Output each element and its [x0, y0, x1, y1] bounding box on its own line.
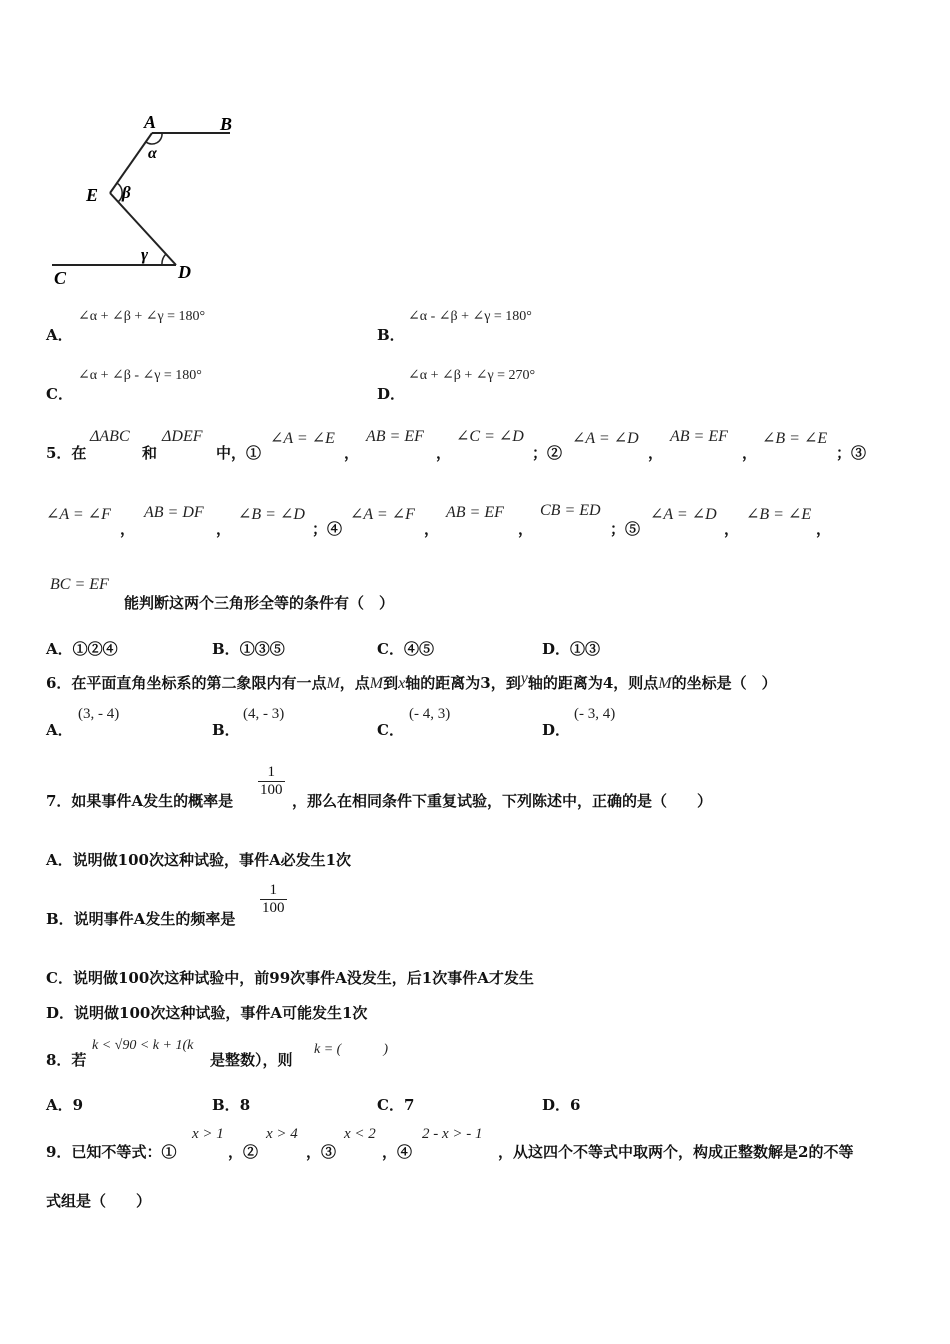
q5-comma: ，: [648, 444, 664, 462]
q5-c4-2: AB = EF: [446, 504, 504, 521]
q5-c4-1: ∠A = ∠F: [350, 506, 415, 523]
q5-c5-2: ∠B = ∠E: [746, 506, 812, 523]
q5-option-b[interactable]: B．①③⑤: [212, 640, 285, 658]
q9-ineq-4: 2 - x > - 1: [422, 1126, 483, 1142]
q5-c3-2: AB = DF: [144, 504, 204, 521]
q4-option-d[interactable]: D．: [377, 385, 406, 403]
q5-c5-3: BC = EF: [50, 576, 109, 593]
label-gamma: γ: [141, 245, 149, 264]
q9-ineq-3: x < 2: [344, 1126, 376, 1142]
q5-c1-3: ∠C = ∠D: [456, 428, 524, 445]
q5-and: 和: [142, 444, 158, 462]
q9-ineq-1: x > 1: [192, 1126, 224, 1142]
q8-expr2: k = ( ): [314, 1042, 388, 1057]
geometry-figure: [40, 108, 250, 288]
q8-expr: k < √90 < k + 1(k: [92, 1038, 194, 1053]
q5-comma: ，: [742, 444, 758, 462]
q5-comma: ，: [816, 520, 832, 538]
q5-c1-1: ∠A = ∠E: [270, 430, 335, 447]
q5-c5-1: ∠A = ∠D: [650, 506, 717, 523]
q7-stem-1: 7．如果事件A发生的概率是: [46, 792, 234, 810]
q5-tri2: ΔDEF: [162, 428, 203, 445]
q5-option-a[interactable]: A．①②④: [46, 640, 118, 658]
q6-option-d-val: (- 3, 4): [574, 706, 616, 722]
q5-c1-2: AB = EF: [366, 428, 424, 445]
line-ae: [110, 133, 152, 193]
q8-option-d[interactable]: D．6: [542, 1096, 581, 1114]
q7-option-b-fraction: $\frac{1}{100}$: [262, 882, 285, 916]
q9-sep-2: ，②: [228, 1143, 259, 1161]
q5-c3-1: ∠A = ∠F: [46, 506, 111, 523]
q6-option-b[interactable]: B．: [212, 721, 240, 739]
q5-option-c[interactable]: C．④⑤: [377, 640, 434, 658]
q5-c3-3: ∠B = ∠D: [238, 506, 305, 523]
q5-comma: ，: [344, 444, 360, 462]
q4-option-a-expr: ∠α + ∠β + ∠γ = 180°: [78, 309, 206, 324]
q7-stem-2: ，那么在相同条件下重复试验，下列陈述中，正确的是（ ）: [292, 792, 713, 810]
q5-comma: ，: [724, 520, 740, 538]
label-d: D: [178, 262, 191, 282]
q5-comma: ，: [436, 444, 452, 462]
q4-option-b-expr: ∠α - ∠β + ∠γ = 180°: [408, 309, 532, 324]
label-b: B: [220, 114, 233, 134]
q5-c2-1: ∠A = ∠D: [572, 430, 639, 447]
q5-n5: ；⑤: [610, 520, 641, 538]
q9-ineq-2: x > 4: [266, 1126, 298, 1142]
q5-mid: 中，①: [216, 444, 262, 462]
q9-sep-3: ，③: [306, 1143, 337, 1161]
angle-gamma-arc: [162, 254, 166, 265]
q4-option-a[interactable]: A．: [46, 326, 73, 344]
q6-option-a[interactable]: A．: [46, 721, 73, 739]
q9-sep-4: ，④: [382, 1143, 413, 1161]
q8-option-a[interactable]: A．9: [46, 1096, 84, 1114]
q5-c2-3: ∠B = ∠E: [762, 430, 828, 447]
q5-c4-3: CB = ED: [540, 502, 601, 519]
q7-option-d[interactable]: D．说明做100次这种试验，事件A可能发生1次: [46, 1004, 368, 1022]
q5-prefix: 5．在: [46, 444, 87, 462]
q8-prefix: 8．若: [46, 1051, 87, 1069]
q9-prefix: 9．已知不等式：①: [46, 1143, 177, 1161]
q5-comma: ，: [424, 520, 440, 538]
q6-option-d[interactable]: D．: [542, 721, 571, 739]
q5-question: 能判断这两个三角形全等的条件有（ ）: [124, 594, 395, 612]
q4-option-c[interactable]: C．: [46, 385, 73, 403]
q5-comma: ，: [518, 520, 534, 538]
q7-option-c[interactable]: C．说明做100次这种试验中，前99次事件A没发生，后1次事件A才发生: [46, 969, 534, 987]
label-e: E: [86, 185, 99, 205]
q5-n3: ；③: [836, 444, 867, 462]
q5-c2-2: AB = EF: [670, 428, 728, 445]
q5-n4: ；④: [312, 520, 343, 538]
q6-option-c[interactable]: C．: [377, 721, 404, 739]
q6-option-c-val: (- 4, 3): [409, 706, 451, 722]
label-a: A: [144, 112, 157, 132]
label-c: C: [54, 268, 67, 288]
label-beta: β: [122, 183, 131, 202]
label-alpha: α: [148, 145, 157, 162]
q8-option-b[interactable]: B．8: [212, 1096, 251, 1114]
q5-tri1: ΔABC: [90, 428, 130, 445]
q4-option-b[interactable]: B．: [377, 326, 405, 344]
q7-option-a[interactable]: A．说明做100次这种试验，事件A必发生1次: [46, 851, 352, 869]
q9-stem-2: ，从这四个不等式中取两个，构成正整数解是2的不等: [498, 1143, 854, 1161]
q5-comma: ，: [120, 520, 136, 538]
q6-option-a-val: (3, - 4): [78, 706, 120, 722]
q4-option-d-expr: ∠α + ∠β + ∠γ = 270°: [408, 368, 536, 383]
q5-n2: ；②: [532, 444, 563, 462]
q8-mid: 是整数），则: [210, 1051, 293, 1069]
q9-stem-3: 式组是（ ）: [46, 1192, 152, 1210]
q7-option-b[interactable]: B．说明事件A发生的频率是: [46, 910, 236, 928]
q4-option-c-expr: ∠α + ∠β - ∠γ = 180°: [78, 368, 202, 383]
q5-comma: ，: [216, 520, 232, 538]
q5-option-d[interactable]: D．①③: [542, 640, 601, 658]
q7-fraction: $\frac{1}{100}$: [260, 764, 283, 798]
q8-option-c[interactable]: C．7: [377, 1096, 415, 1114]
q6-option-b-val: (4, - 3): [243, 706, 285, 722]
q6-stem: 6．在平面直角坐标系的第二象限内有一点M，点M到x轴的距离为3，到y轴的距离为4，则点M的坐标是（ ）: [46, 670, 777, 692]
